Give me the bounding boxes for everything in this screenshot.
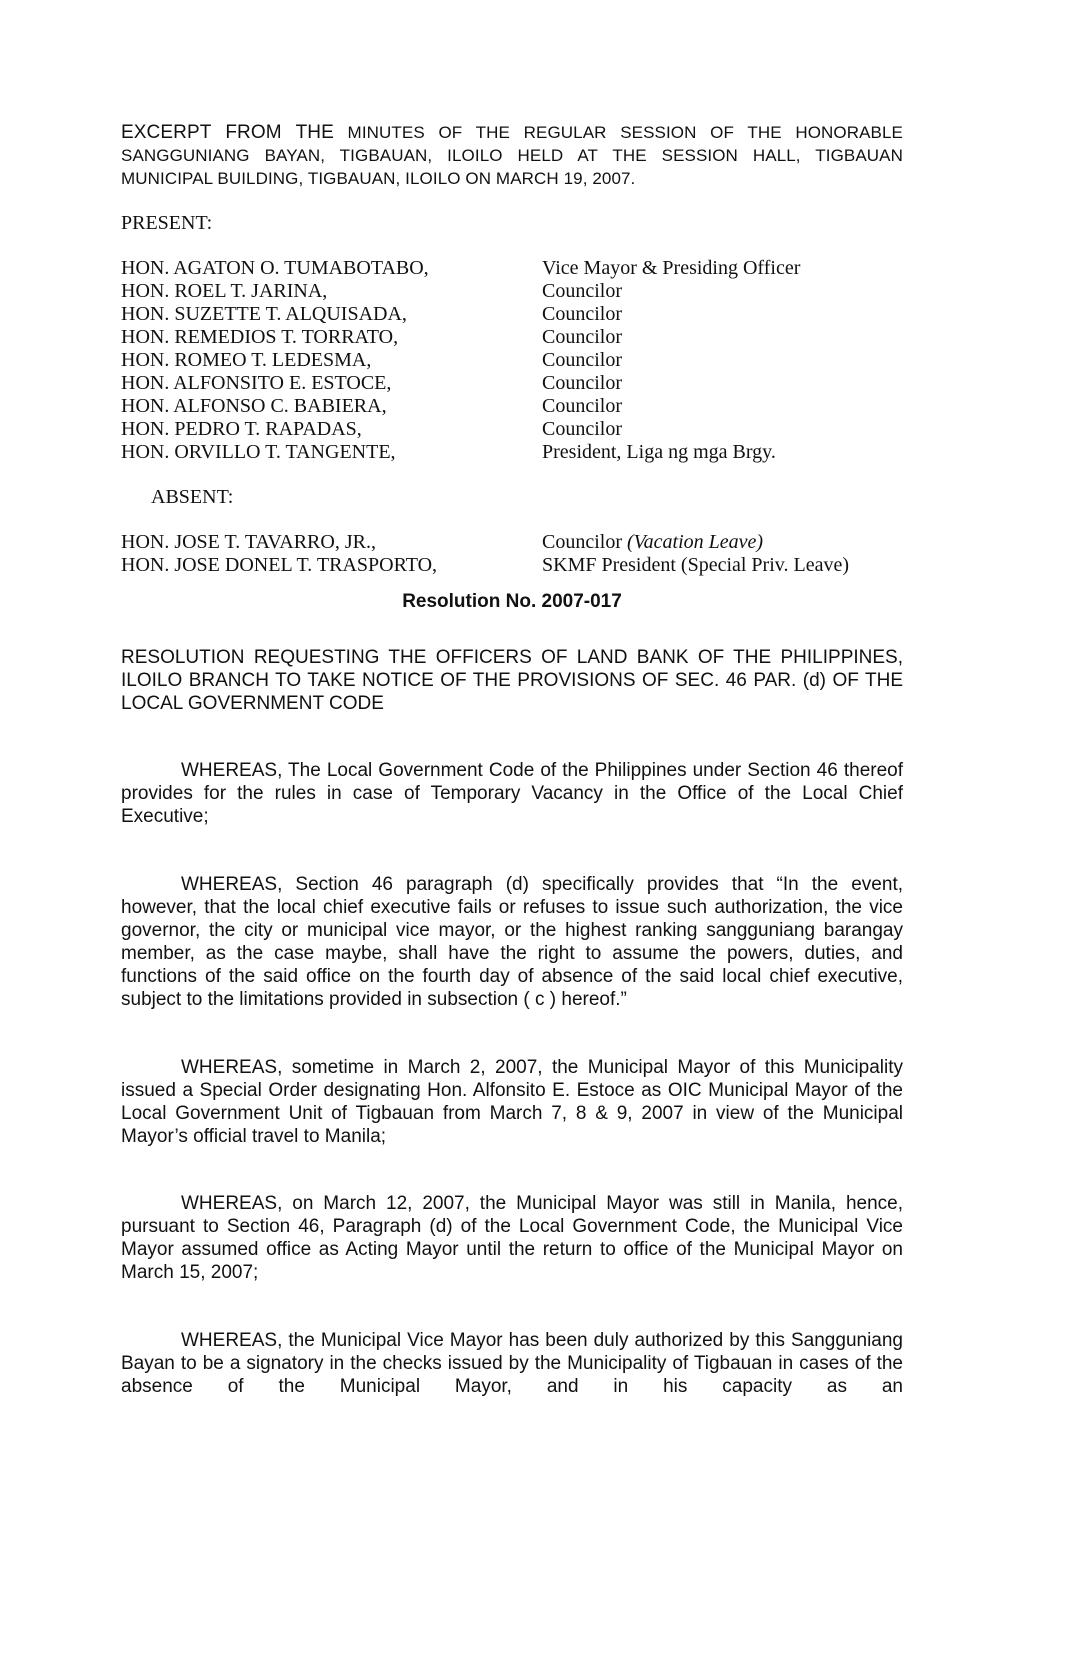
whereas-clause (121, 1192, 903, 1284)
absentee-leave-note: (Vacation Leave) (627, 531, 764, 553)
whereas-text: WHEREAS, sometime in March 2, 2007, the Municipal Mayor of this Municipality issued a Special Order designating Hon. Alfonsito E. Estoce as OIC Municipal Mayor of the Local Government Unit of Tigbauan from March 7, 8 & 9, 2007 in view of the Municipal Mayor’s official travel to Manila; (121, 1057, 903, 1147)
attendee-position: Councilor (542, 326, 622, 348)
attendee-name: HON. REMEDIOS T. TORRATO, (121, 326, 399, 348)
attendee-row (121, 326, 903, 349)
minutes-header (121, 121, 903, 190)
attendee-position: Councilor (542, 280, 622, 302)
whereas-text: WHEREAS, The Local Government Code of the Philippines under Section 46 thereof provides for the rules in case of Temporary Vacancy in the Office of the Local Chief Executive; (121, 760, 903, 827)
absentee-name: HON. JOSE DONEL T. TRASPORTO, (121, 554, 438, 576)
attendee-position: Councilor (542, 418, 622, 440)
attendee-name: HON. SUZETTE T. ALQUISADA, (121, 303, 407, 325)
whereas-clause (121, 759, 903, 828)
attendee-row (121, 441, 903, 464)
attendee-row (121, 395, 903, 418)
attendee-name: HON. PEDRO T. RAPADAS, (121, 418, 362, 440)
absent-label: ABSENT: (151, 486, 234, 508)
attendee-position: Councilor (542, 372, 622, 394)
present-list (121, 257, 903, 464)
attendee-position: Councilor (542, 349, 622, 371)
attendee-name: HON. AGATON O. TUMABOTABO, (121, 257, 429, 279)
attendee-row (121, 303, 903, 326)
attendee-name: HON. ROEL T. JARINA, (121, 280, 328, 302)
resolution-title: RESOLUTION REQUESTING THE OFFICERS OF LAND BANK OF THE PHILIPPINES, ILOILO BRANCH TO TAKE NOTICE OF THE PROVISIONS OF SEC. 46 PAR. (d) OF THE LOCAL GOVERNMENT CODE (121, 647, 903, 714)
absentee-role: Councilor (542, 531, 622, 553)
attendee-position: Councilor (542, 303, 622, 325)
header-rest: MINUTES OF THE REGULAR SESSION OF THE HONORABLE SANGGUNIANG BAYAN, TIGBAUAN, ILOILO HELD AT THE SESSION HALL, TIGBAUAN MUNICIPAL BUILDING, TIGBAUAN, ILOILO ON MARCH 19, 2007. (121, 123, 903, 188)
attendee-position: Councilor (542, 395, 622, 417)
resolution-number: Resolution No. 2007-017 (402, 591, 622, 612)
attendee-position: Vice Mayor & Presiding Officer (542, 257, 801, 279)
absentee-position: SKMF President (Special Priv. Leave) (542, 554, 849, 576)
absent-list (121, 531, 903, 577)
absentee-row (121, 531, 903, 554)
attendee-position: President, Liga ng mga Brgy. (542, 441, 776, 463)
header-lead: EXCERPT FROM THE (121, 122, 334, 143)
whereas-clause (121, 1329, 903, 1398)
attendee-name: HON. ORVILLO T. TANGENTE, (121, 441, 396, 463)
absentee-position (542, 531, 763, 554)
present-label: PRESENT: (121, 212, 213, 234)
attendee-name: HON. ALFONSITO E. ESTOCE, (121, 372, 392, 394)
whereas-text: WHEREAS, on March 12, 2007, the Municipal Mayor was still in Manila, hence, pursuant to Section 46, Paragraph (d) of the Local Government Code, the Municipal Vice Mayor assumed office as Acting Mayor until the return to office of the Municipal Mayor on March 15, 2007; (121, 1193, 903, 1283)
whereas-text: WHEREAS, the Municipal Vice Mayor has been duly authorized by this Sangguniang Bayan to be a signatory in the checks issued by the Municipality of Tigbauan in cases of the absence of the Municipal Mayor, and in his capacity as an (121, 1330, 903, 1397)
attendee-row (121, 372, 903, 395)
attendee-row (121, 349, 903, 372)
whereas-clause (121, 1056, 903, 1148)
attendee-row (121, 257, 903, 280)
whereas-clause (121, 873, 903, 1011)
attendee-row (121, 418, 903, 441)
whereas-text: WHEREAS, Section 46 paragraph (d) specifically provides that “In the event, however, that the local chief executive fails or refuses to issue such authorization, the vice governor, the city or municipal vice mayor, or the highest ranking sangguniang barangay member, as the case maybe, shall have the right to assume the powers, duties, and functions of the said office on the fourth day of absence of the said local chief executive, subject to the limitations provided in subsection ( c ) hereof.” (121, 874, 903, 1010)
attendee-name: HON. ALFONSO C. BABIERA, (121, 395, 387, 417)
absentee-row (121, 554, 903, 577)
absentee-name: HON. JOSE T. TAVARRO, JR., (121, 531, 376, 553)
attendee-name: HON. ROMEO T. LEDESMA, (121, 349, 372, 371)
attendee-row (121, 280, 903, 303)
document-page (121, 121, 903, 1398)
